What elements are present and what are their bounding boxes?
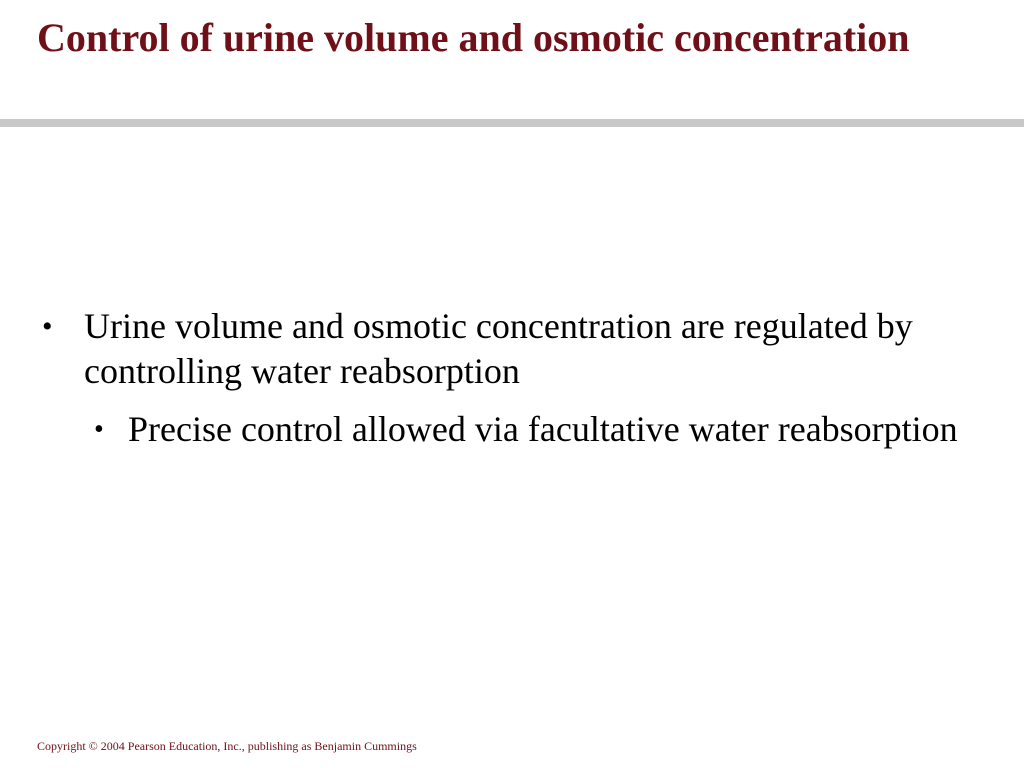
bullet-list bbox=[40, 304, 990, 452]
bullet-item bbox=[40, 304, 990, 452]
sub-bullet-item bbox=[84, 407, 990, 452]
sub-bullet-text: Precise control allowed via facultative water reabsorption bbox=[128, 409, 958, 449]
title-divider bbox=[0, 119, 1024, 127]
bullet-dot-icon: • bbox=[42, 310, 53, 343]
slide-title: Control of urine volume and osmotic concentration bbox=[37, 15, 910, 60]
bullet-text: Urine volume and osmotic concentration are regulated by controlling water reabsorption bbox=[84, 306, 913, 391]
footer-copyright: Copyright © 2004 Pearson Education, Inc., publishing as Benjamin Cummings bbox=[37, 739, 417, 753]
bullet-dot-icon: • bbox=[94, 414, 104, 445]
sub-bullet-list bbox=[84, 407, 990, 452]
